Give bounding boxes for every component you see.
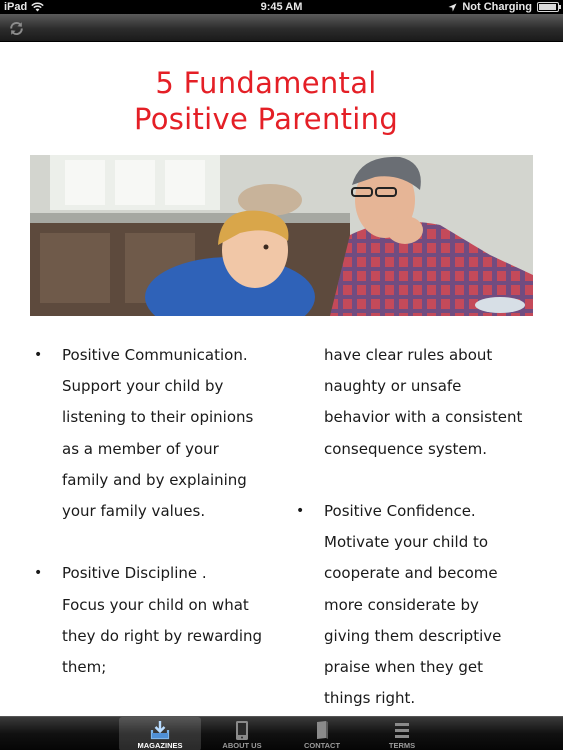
text-line: they do right by rewarding: [62, 626, 263, 645]
photo-illustration: [30, 155, 533, 316]
refresh-icon[interactable]: [8, 20, 25, 37]
bullet: •: [34, 347, 43, 363]
status-time: 9:45 AM: [260, 1, 303, 13]
list-item-discipline-continued: [324, 340, 552, 465]
text-line: more considerate by: [324, 595, 479, 614]
tab-label: CONTACT: [303, 741, 341, 750]
left-column: [34, 340, 305, 683]
status-right: [448, 0, 559, 14]
text-line: praise when they get: [324, 658, 484, 677]
text-line: Positive Discipline .: [62, 564, 207, 583]
battery-level: [539, 4, 556, 10]
tab-terms[interactable]: [361, 717, 443, 750]
location-arrow-icon: [448, 3, 457, 12]
book-icon: [311, 719, 333, 741]
device-name: iPad: [4, 1, 28, 13]
text-line: Support your child by: [62, 377, 224, 396]
bullet: •: [34, 565, 43, 582]
text-line: naughty or unsafe: [324, 377, 462, 396]
charging-status: Not Charging: [462, 1, 532, 13]
download-tray-icon: [149, 719, 171, 741]
text-line: Focus your child on what: [62, 595, 249, 614]
text-line: your family values.: [62, 502, 206, 521]
text-line: behavior with a consistent: [324, 408, 523, 427]
text-line: them;: [62, 658, 107, 677]
title-line-2: Positive Parenting: [133, 102, 399, 136]
text-line: have clear rules about: [324, 346, 493, 364]
navigation-bar: [0, 14, 563, 42]
right-column: [296, 340, 552, 714]
text-line: Motivate your child to: [324, 533, 489, 552]
text-line: listening to their opinions: [62, 408, 254, 427]
text-line: cooperate and become: [324, 564, 498, 583]
text-line: as a member of your: [62, 439, 219, 458]
article-title: [0, 65, 532, 137]
tab-magazines[interactable]: [119, 717, 201, 750]
list-item-discipline: [34, 558, 302, 683]
tab-label: TERMS: [388, 741, 416, 750]
text-line: family and by explaining: [62, 470, 247, 489]
tab-contact[interactable]: [281, 717, 363, 750]
article-content: [0, 42, 563, 716]
list-item-confidence: [296, 496, 552, 714]
tab-label: MAGAZINES: [137, 741, 183, 750]
text-line: Positive Communication.: [62, 346, 248, 364]
bullet: •: [296, 503, 305, 519]
tab-label: ABOUT US: [222, 741, 262, 750]
battery-icon: [537, 2, 559, 12]
father-and-son-photo: [30, 155, 533, 316]
tab-bar: [0, 716, 563, 750]
list-item-communication: [34, 340, 305, 527]
list-icon: [391, 719, 413, 741]
phone-icon: [231, 719, 253, 741]
text-line: things right.: [324, 689, 416, 708]
title-line-1: 5 Fundamental: [155, 66, 377, 100]
status-bar: [0, 0, 563, 14]
tab-about-us[interactable]: [201, 717, 283, 750]
text-line: consequence system.: [324, 439, 487, 458]
text-line: Positive Confidence.: [324, 502, 476, 520]
text-line: giving them descriptive: [324, 626, 502, 645]
